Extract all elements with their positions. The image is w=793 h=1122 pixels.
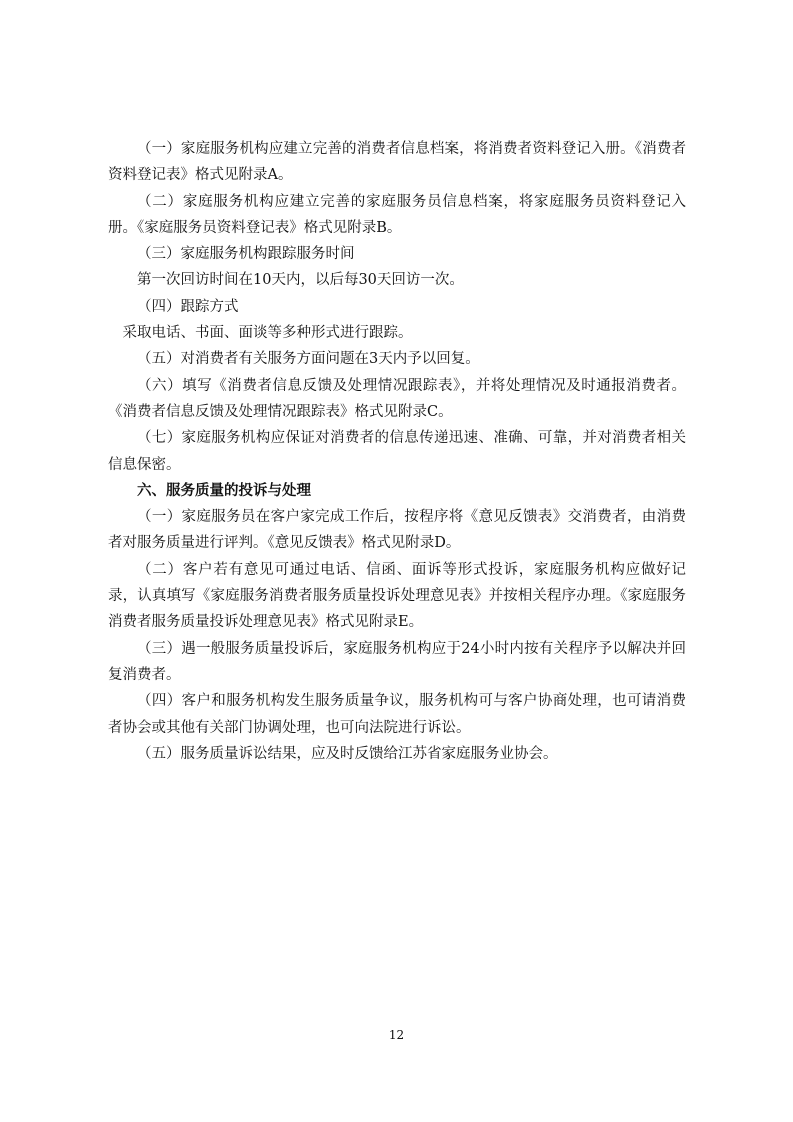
paragraph-7: （五）对消费者有关服务方面问题在3天内予以回复。 <box>137 351 480 368</box>
page-number: 12 <box>388 1028 405 1042</box>
paragraph-3: （三）家庭服务机构跟踪服务时间 <box>137 246 355 263</box>
paragraph-5: （四）跟踪方式 <box>137 298 239 315</box>
section-heading: 六、服务质量的投诉与处理 <box>137 482 311 499</box>
paragraph-6: 采取电话、书面、面谈等多种形式进行跟踪。 <box>122 325 413 342</box>
paragraph-2: （二）家庭服务机构应建立完善的家庭服务员信息档案，将家庭服务员资料登记入册。《家庭服务员资料登记表》格式见附录B。 <box>108 193 686 236</box>
paragraph-1: （一）家庭服务机构应建立完善的消费者信息档案，将消费者资料登记入册。《消费者资料登记表》格式见附录A。 <box>108 141 686 184</box>
paragraph-9: （七）家庭服务机构应保证对消费者的信息传递迅速、准确、可靠，并对消费者相关信息保密。 <box>108 430 686 473</box>
paragraph-4: 第一次回访时间在10天内，以后每30天回访一次。 <box>137 272 464 289</box>
paragraph-14: （五）服务质量诉讼结果，应及时反馈给江苏省家庭服务业协会。 <box>137 745 558 762</box>
paragraph-10: （一）家庭服务员在客户家完成工作后，按程序将《意见反馈表》交消费者，由消费者对服务质量进行评判。《意见反馈表》格式见附录D。 <box>108 509 686 552</box>
paragraph-13: （四）客户和服务机构发生服务质量争议，服务机构可与客户协商处理，也可请消费者协会或其他有关部门协调处理，也可向法院进行诉讼。 <box>108 693 686 736</box>
page-content <box>108 136 686 767</box>
paragraph-11: （二）客户若有意见可通过电话、信函、面诉等形式投诉，家庭服务机构应做好记录，认真填写《家庭服务消费者服务质量投诉处理意见表》并按相关程序办理。《家庭服务消费者服务质量投诉处理意见表》格式见附录E。 <box>108 561 686 631</box>
paragraph-12: （三）遇一般服务质量投诉后，家庭服务机构应于24小时内按有关程序予以解决并回复消费者。 <box>108 640 686 683</box>
paragraph-8: （六）填写《消费者信息反馈及处理情况跟踪表》，并将处理情况及时通报消费者。《消费者信息反馈及处理情况跟踪表》格式见附录C。 <box>108 377 686 420</box>
